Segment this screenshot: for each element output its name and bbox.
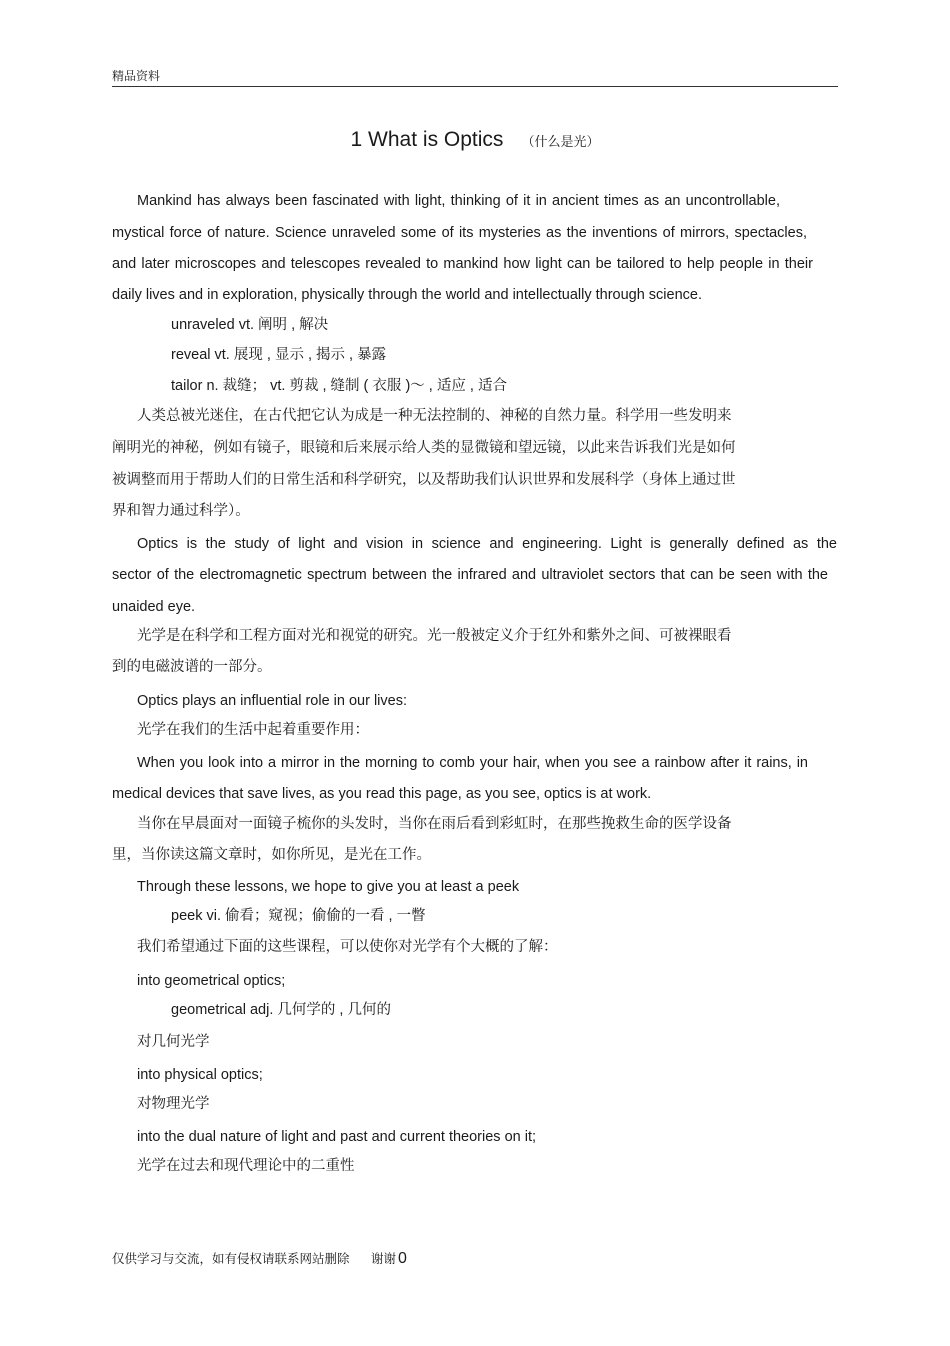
para4-line2: medical devices that save lives, as you read this page, as you see, optics is at work. [112, 786, 652, 802]
vocab-unraveled: unraveled vt. 阐明 , 解决 [171, 317, 329, 333]
page-title [0, 128, 950, 152]
vocab-reveal: reveal vt. 展现 , 显示 , 揭示 , 暴露 [171, 347, 387, 363]
footer-thanks: 谢谢 [371, 1252, 397, 1266]
zh4-line2: 里，当你读这篇文章时，如你所见，是光在工作。 [112, 847, 431, 863]
para1-line3: and later microscopes and telescopes revealed to mankind how light can be tailored to help people in their [112, 256, 813, 272]
zh1-line1: 人类总被光迷住，在古代把它认为成是一种无法控制的、神秘的自然力量。科学用一些发明来 [137, 408, 732, 424]
zh-dual-nature: 光学在过去和现代理论中的二重性 [137, 1158, 355, 1174]
para2-line2: sector of the electromagnetic spectrum between the infrared and ultraviolet sectors that can be seen with the [112, 567, 828, 583]
title-chinese: （什么是光） [521, 134, 600, 149]
para2-line1: Optics is the study of light and vision in science and engineering. Light is generally defined as the [137, 536, 837, 552]
zh2-line1: 光学是在科学和工程方面对光和视觉的研究。光一般被定义介于红外和紫外之间、可被裸眼看 [137, 628, 732, 644]
header-divider [112, 86, 838, 87]
zh2-line2: 到的电磁波谱的一部分。 [112, 659, 272, 675]
para1-line4: daily lives and in exploration, physically through the world and intellectually through science. [112, 287, 703, 303]
footer-note [112, 1249, 407, 1268]
zh1-line4: 界和智力通过科学）。 [112, 503, 250, 519]
zh1-line2: 阐明光的神秘，例如有镜子，眼镜和后来展示给人类的显微镜和望远镜，以此来告诉我们光是如何 [112, 440, 736, 456]
vocab-geometrical: geometrical adj. 几何学的 , 几何的 [171, 1002, 391, 1018]
zh1-line3: 被调整而用于帮助人们的日常生活和科学研究，以及帮助我们认识世界和发展科学（身体上通过世 [112, 472, 736, 488]
zh4-line1: 当你在早晨面对一面镜子梳你的头发时，当你在雨后看到彩虹时，在那些挽救生命的医学设备 [137, 816, 732, 832]
footer-page-number: 0 [398, 1250, 407, 1267]
para1-line2: mystical force of nature. Science unraveled some of its mysteries as the inventions of mirrors, spectacles, [112, 225, 807, 241]
zh3-line1: 光学在我们的生活中起着重要作用： [137, 722, 369, 738]
header-label: 精品资料 [112, 69, 161, 83]
title-main: 1 What is Optics [350, 128, 504, 151]
vocab-peek: peek vi. 偷看；窥视；偷偷的一看 , 一瞥 [171, 908, 426, 924]
zh-physical: 对物理光学 [137, 1096, 210, 1112]
item-geometrical: into geometrical optics; [137, 973, 286, 989]
para4-line1: When you look into a mirror in the morning to comb your hair, when you see a rainbow after it rains, in [137, 755, 808, 771]
footer-disclaimer: 仅供学习与交流，如有侵权请联系网站删除 [112, 1252, 350, 1266]
para1-line1: Mankind has always been fascinated with light, thinking of it in ancient times as an uncontrollable, [137, 193, 780, 209]
para5-line1: Through these lessons, we hope to give you at least a peek [137, 879, 520, 895]
para2-line3: unaided eye. [112, 599, 196, 615]
item-physical: into physical optics; [137, 1067, 263, 1083]
zh-geometrical: 对几何光学 [137, 1034, 210, 1050]
para3-line1: Optics plays an influential role in our lives: [137, 693, 407, 709]
item-dual-nature: into the dual nature of light and past and current theories on it; [137, 1129, 537, 1145]
zh5-line1: 我们希望通过下面的这些课程，可以使你对光学有个大概的了解： [137, 939, 558, 955]
vocab-tailor: tailor n. 裁缝； vt. 剪裁 , 缝制 ( 衣服 )～ , 适应 , 适合 [171, 378, 507, 394]
